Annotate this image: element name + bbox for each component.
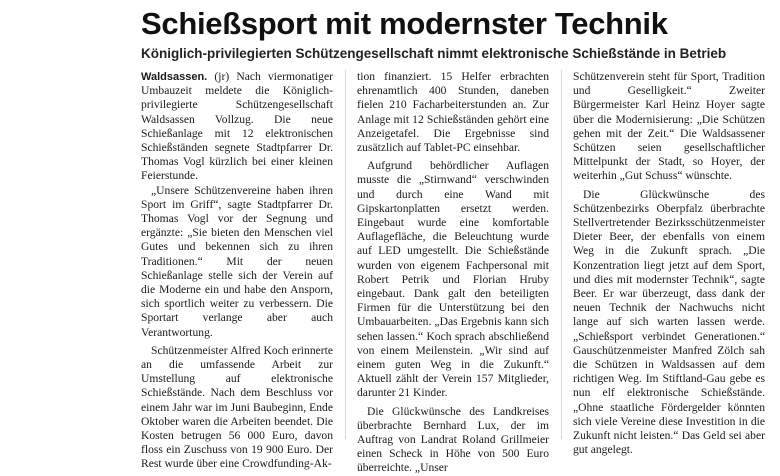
column-divider xyxy=(561,70,562,439)
paragraph-text: (jr) Nach viermonatiger Umbauzeit meldete die Königlich-privilegierte Schützengesellschaft Waldsassen Vollzug. Die neue Schießanlage mit 12 elektronischen Schießständen segnete Stadtpfarrer Dr. Thomas Vogl kürzlich bei einer kleinen Feierstunde. xyxy=(141,70,333,183)
article-subheadline: Königlich-privilegierten Schützengesellschaft nimmt elektronische Schießstände in Betrieb xyxy=(141,46,727,61)
article-paragraph: Die Glückwünsche des Schützenbezirks Oberpfalz überbrachte Stellvertretender Bezirksschützenmeister Dieter Beer, der ebenfalls von einem Weg in die Zukunft sprach. „Die Konzentration liegt jetzt auf dem Sport, und dies mit modernster Technik“, sagte Beer. Er war überzeugt, dass dank der neuen Technik der Nachwuchs nicht lange auf sich warten lassen werde. „Schießsport verbindet Generationen.“ Gauschützenmeister Manfred Zölch sah die Schützen in Waldsassen auf dem richtigen Weg. Im Stiftland-Gau gebe es nun elf elektronische Schießstände. „Ohne staatliche Fördergelder könnten sich viele Vereine diese Investition in die Zukunft nicht leisten.“ Das Geld sei aber gut angelegt. xyxy=(573,187,765,457)
article-column-1 xyxy=(141,70,333,471)
article-paragraph: Schützenverein steht für Sport, Tradition und Geselligkeit.“ Zweiter Bürgermeister Karl Heinz Hoyer sagte über die Modernisierung: „Die Schützen gehen mit der Zeit.“ Die Waldsassener Schützen seien gesellschaftlicher Mittelpunkt der Stadt, so Hoyer, der weiterhin „Gut Schuss“ wünschte. xyxy=(573,70,765,183)
article-paragraph: Schützenmeister Alfred Koch erinnerte an die umfassende Arbeit zur Umstellung auf elektronische Schießstände. Nach dem Beschluss vor einem Jahr war im Juni Baubeginn, Ende Oktober waren die Arbeiten beendet. Die Kosten betrugen 56 000 Euro, davon floss ein Zuschuss von 19 900 Euro. Der Rest wurde über eine Crowdfunding-Ak- xyxy=(141,343,333,471)
article-column-2 xyxy=(357,70,549,475)
article-paragraph: „Unsere Schützenvereine haben ihren Sport im Griff“, sagte Stadtpfarrer Dr. Thomas Vogl vor der Segnung und ergänzte: „Sie bieten den Menschen viel Gutes und bekennen sich zu ihren Traditionen.“ Mit der neuen Schießanlage stelle sich der Verein auf die Moderne ein und habe den Ansporn, sich sportlich weiter zu verbessern. Die Sportart verlange aber auch Verantwortung. xyxy=(141,183,333,339)
article-paragraph: tion finanziert. 15 Helfer erbrachten ehrenamtlich 400 Stunden, daneben fielen 210 Facharbeiterstunden an. Zur Anlage mit 12 Schießständen gehört eine Anzeigetafel. Die Ergebnisse sind zusätzlich auf Tablet-PC einsehbar. xyxy=(357,70,549,155)
article-paragraph xyxy=(141,70,333,184)
article-column-3 xyxy=(573,70,765,457)
article-dateline: Waldsassen. xyxy=(141,71,208,83)
article-headline: Schießsport mit modernster Technik xyxy=(141,6,668,41)
column-divider xyxy=(345,70,346,439)
article-body xyxy=(141,70,766,475)
article-paragraph: Die Glückwünsche des Landkreises überbrachte Bernhard Lux, der im Auftrag von Landrat Roland Grillmeier einen Scheck in Höhe von 500 Euro überreichte. „Unser xyxy=(357,404,549,475)
article-paragraph: Aufgrund behördlicher Auflagen musste die „Stirnwand“ verschwinden und durch eine Wand mit Gipskartonplatten ersetzt werden. Eingebaut wurde eine komfortable Auflagefläche, die Beleuchtung wurde auf LED umgestellt. Die Schießstände wurden von eigenem Fachpersonal mit Robert Petrik und Florian Hruby eingebaut. Dank galt den beteiligten Firmen für die Unterstützung bei den Umbauarbeiten. „Das Ergebnis kann sich sehen lassen.“ Koch sprach abschließend von einem Meilenstein. „Wir sind auf einem guten Weg in die Zukunft.“ Aktuell zählt der Verein 157 Mitglieder, darunter 21 Kinder. xyxy=(357,159,549,400)
